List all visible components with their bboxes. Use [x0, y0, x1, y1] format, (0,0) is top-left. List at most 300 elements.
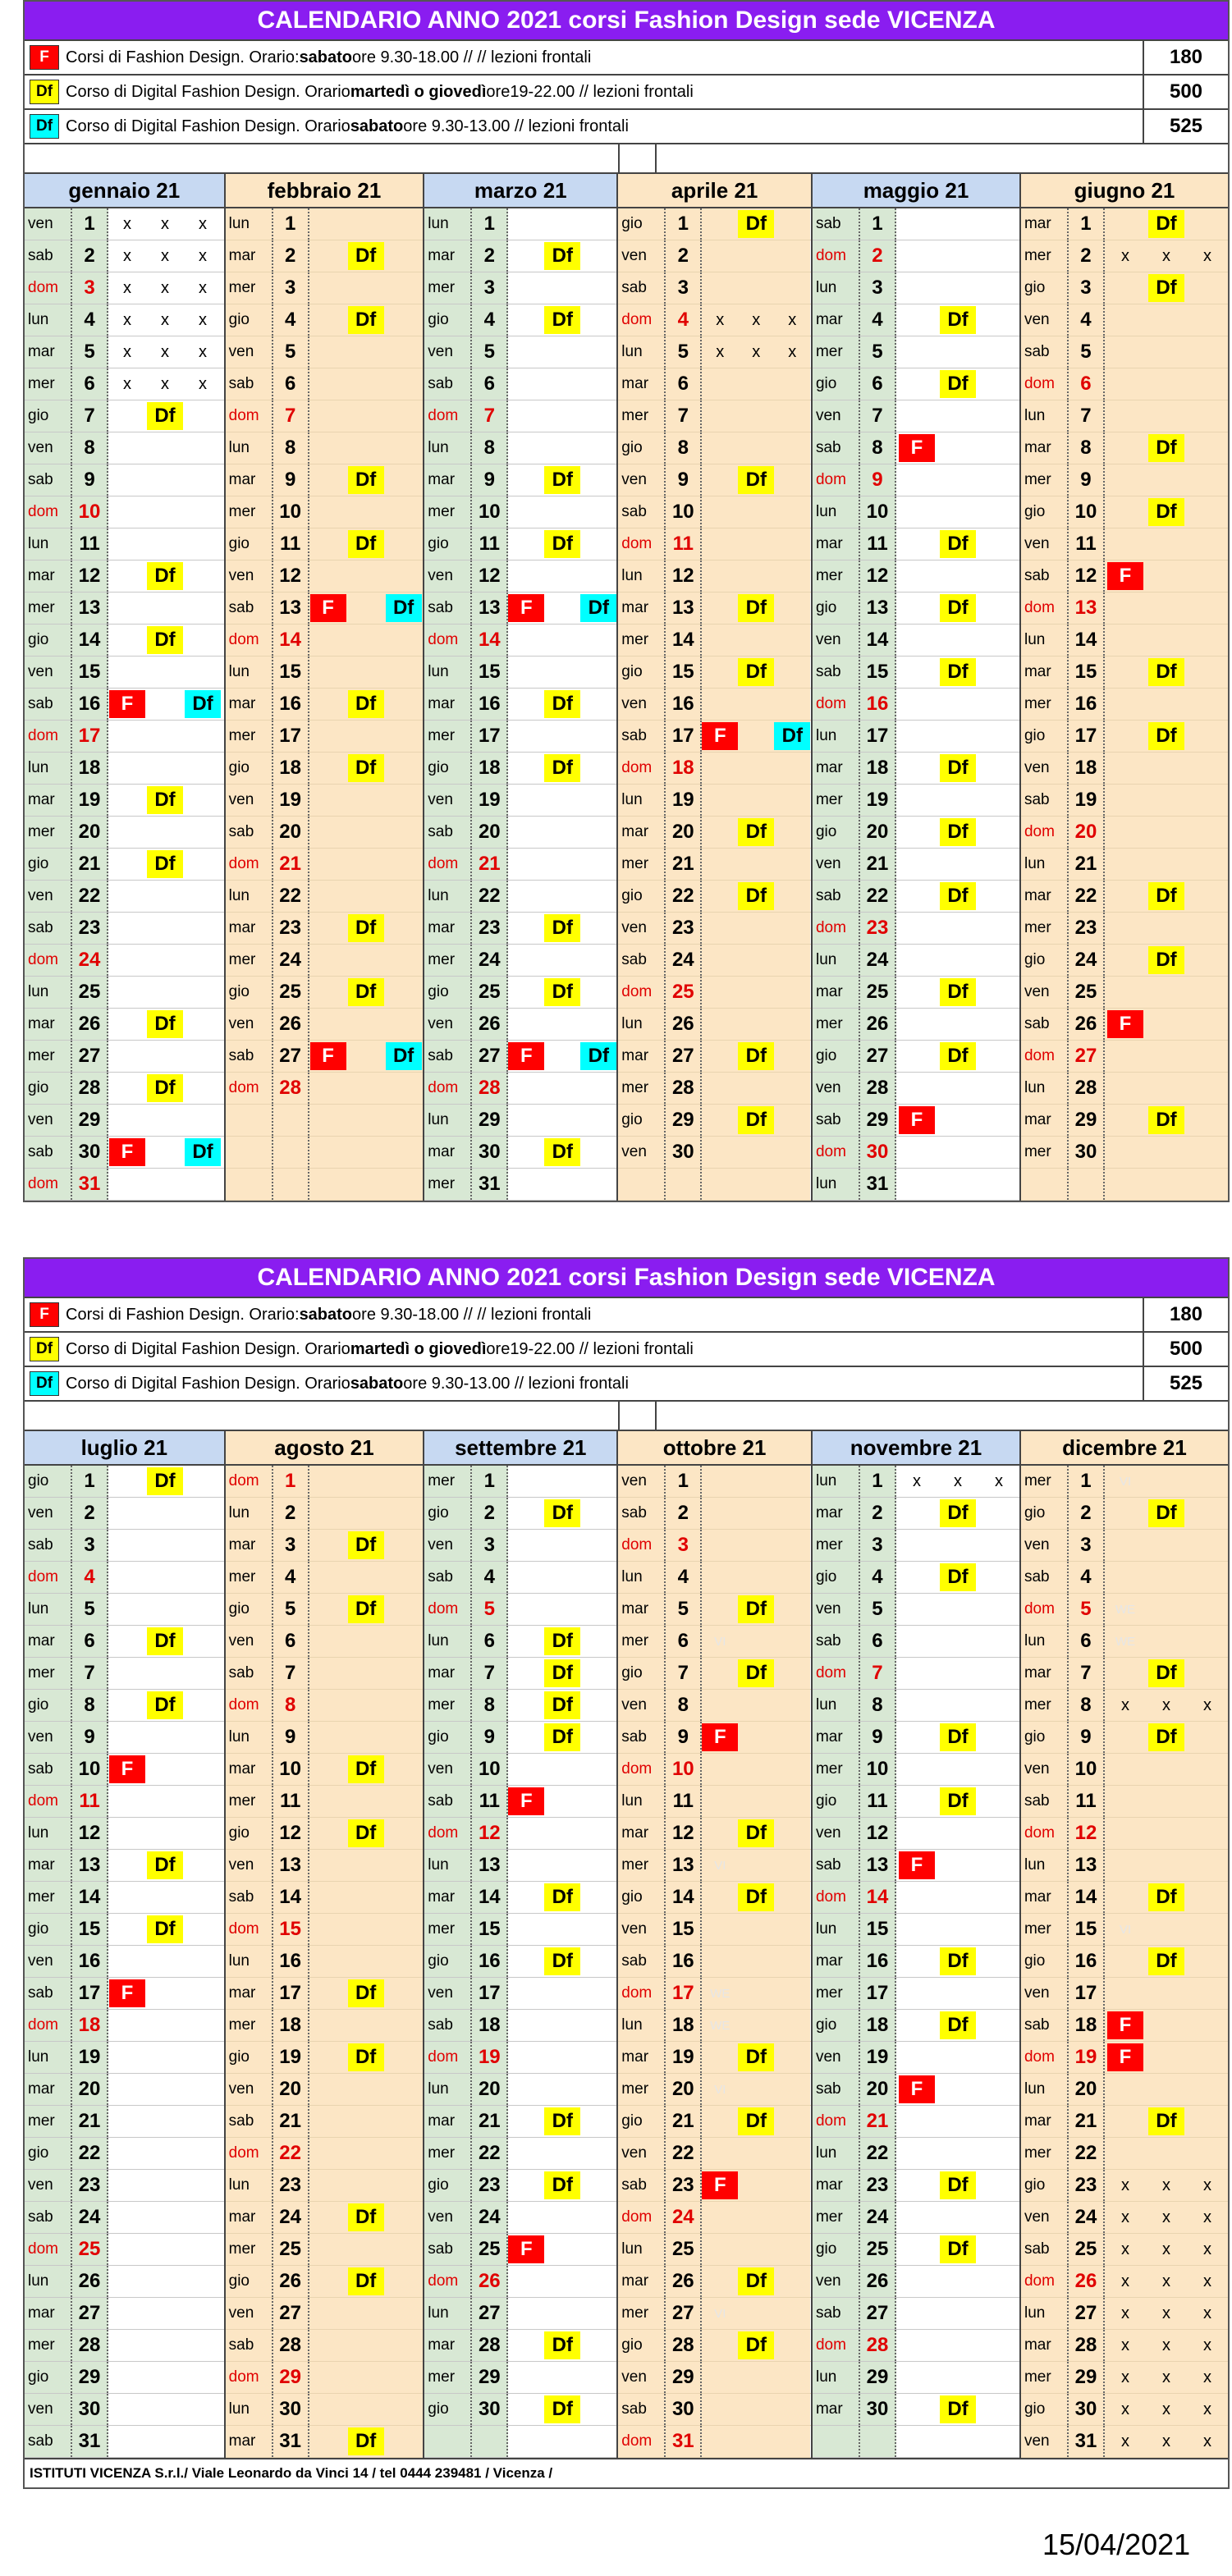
- cell-dfc: [774, 2106, 810, 2137]
- day-row: [424, 1466, 616, 1498]
- weekday: sab: [813, 881, 859, 912]
- weekday: gio: [618, 1105, 664, 1136]
- day-row: [813, 2170, 1019, 2202]
- cell-dfc: [978, 304, 1019, 336]
- weekday: lun: [1021, 2074, 1067, 2105]
- day-number: 28: [664, 2330, 702, 2361]
- cell-df: [146, 2170, 184, 2201]
- cell-f: [702, 1818, 738, 1849]
- closed-mark: x: [123, 246, 131, 265]
- day-row: [226, 1978, 424, 2010]
- cell-df: [544, 2362, 580, 2393]
- cell-dfc: [774, 1562, 810, 1593]
- course-tag-df: Df: [544, 1723, 580, 1751]
- cell-f: [702, 1850, 738, 1881]
- day-number: 24: [1067, 2202, 1105, 2233]
- weekday: mar: [1021, 1882, 1067, 1913]
- cell-dfc: [978, 528, 1019, 560]
- cell-dfc: [184, 2138, 222, 2169]
- cell-df: [544, 1626, 580, 1657]
- cell-f: [702, 528, 738, 560]
- day-row: [1021, 2106, 1228, 2138]
- day-row: [1021, 368, 1228, 400]
- day-row: [618, 1978, 811, 2010]
- cell-df: [544, 945, 580, 976]
- cell-f: [896, 817, 937, 848]
- cell-df: [146, 400, 184, 432]
- cell-df: [544, 1530, 580, 1561]
- day-row: [618, 913, 811, 945]
- cell-dfc: [1187, 1850, 1228, 1881]
- day-number: 29: [1067, 2362, 1105, 2393]
- cell-df: [146, 1009, 184, 1040]
- cell-df: [937, 785, 978, 816]
- course-tag-df: Df: [147, 1074, 183, 1102]
- cell-dfc: [978, 1137, 1019, 1168]
- cell-f: [702, 368, 738, 400]
- weekday: lun: [1021, 625, 1067, 656]
- day-number: 31: [1067, 2426, 1105, 2457]
- course-tag-df: Df: [940, 306, 976, 334]
- day-number: 8: [1067, 1690, 1105, 1721]
- day-number: 29: [664, 1105, 702, 1136]
- weekday: [226, 1137, 272, 1168]
- day-row: [226, 464, 424, 496]
- course-tag-df: Df: [1148, 274, 1184, 302]
- weekday: ven: [813, 1594, 859, 1625]
- closed-mark: x: [199, 310, 207, 329]
- cell-dfc: [774, 1009, 810, 1040]
- day-number: 3: [859, 1530, 896, 1561]
- cell-dfc: [978, 1562, 1019, 1593]
- month-header: agosto 21: [226, 1431, 424, 1466]
- print-date: 15/04/2021: [1042, 2528, 1191, 2561]
- day-number: 22: [664, 881, 702, 912]
- weekday: sab: [1021, 1009, 1067, 1040]
- cell-df: [347, 1530, 385, 1561]
- weekday: mer: [226, 272, 272, 304]
- day-number: 23: [470, 913, 508, 944]
- day-row: [813, 208, 1019, 240]
- cell-f: [1105, 1594, 1146, 1625]
- closed-mark: x: [123, 310, 131, 329]
- legend-text-part: Corsi di Fashion Design. Orario:: [66, 1305, 300, 1324]
- weekday: mer: [1021, 464, 1067, 496]
- day-number: 21: [272, 2106, 309, 2137]
- cell-dfc: [184, 560, 222, 592]
- course-tag-df: Df: [544, 466, 580, 494]
- day-row: [25, 977, 224, 1009]
- cell-df: [146, 1498, 184, 1529]
- month-column: [811, 1431, 1019, 2458]
- day-number: 2: [71, 240, 108, 272]
- day-number: 22: [71, 2138, 108, 2169]
- closed-mark: x: [1120, 2400, 1129, 2418]
- weekday: mer: [226, 945, 272, 976]
- course-tag-df: Df: [738, 2107, 774, 2135]
- cell-df: [1146, 1562, 1187, 1593]
- cell-f: [508, 464, 544, 496]
- weekday: ven: [813, 2266, 859, 2297]
- day-row: [618, 432, 811, 464]
- cell-dfc: [385, 2106, 423, 2137]
- cell-f: [108, 2330, 146, 2361]
- cell-df: [544, 2138, 580, 2169]
- cell-dfc: [1187, 2010, 1228, 2041]
- day-number: 16: [71, 689, 108, 720]
- cell-f: [702, 1009, 738, 1040]
- cell-dfc: [1187, 657, 1228, 688]
- day-number: 30: [1067, 2394, 1105, 2425]
- day-number: 8: [859, 432, 896, 464]
- day-row: [226, 1009, 424, 1041]
- course-tag-df: Df: [940, 1499, 976, 1527]
- cell-f: [896, 1169, 937, 1200]
- cell-dfc: [1187, 1818, 1228, 1849]
- day-row: [1021, 1498, 1228, 1530]
- cell-df: [937, 1594, 978, 1625]
- cell-df: [347, 1137, 385, 1168]
- day-row: [226, 2042, 424, 2074]
- course-tag-df: Df: [940, 2395, 976, 2423]
- day-row: [424, 1882, 616, 1914]
- day-number: 31: [71, 2426, 108, 2457]
- cell-df: [1146, 2010, 1187, 2041]
- legend-text-part: ore 9.30-18.00 // // lezioni frontali: [352, 1305, 592, 1324]
- cell-f: [1105, 593, 1146, 624]
- cell-df: [544, 1882, 580, 1913]
- weekday: mer: [813, 1754, 859, 1785]
- weekday: gio: [424, 1498, 470, 1529]
- cell-f: [309, 560, 347, 592]
- course-tag-f: F: [310, 1042, 346, 1070]
- cell-df: [146, 2106, 184, 2137]
- cell-dfc: [1187, 528, 1228, 560]
- cell-dfc: [1187, 464, 1228, 496]
- cell-dfc: [184, 1498, 222, 1529]
- cell-dfc: [580, 496, 616, 528]
- weekday: mer: [1021, 1466, 1067, 1497]
- cell-df: [347, 881, 385, 912]
- weekday: sab: [618, 1722, 664, 1753]
- cell-dfc: [184, 913, 222, 944]
- cell-f: [896, 2170, 937, 2201]
- cell-f: [1105, 432, 1146, 464]
- cell-dfc: [385, 721, 423, 752]
- cell-dfc: [774, 2394, 810, 2425]
- cell-f: [702, 2234, 738, 2265]
- cell-df: [347, 2106, 385, 2137]
- day-row: [226, 1850, 424, 1882]
- day-row: [424, 2010, 616, 2042]
- course-tag-df: Df: [940, 818, 976, 846]
- weekday: gio: [226, 2266, 272, 2297]
- day-number: 5: [664, 1594, 702, 1625]
- cell-dfc: [184, 945, 222, 976]
- course-tag-df: Df: [940, 1947, 976, 1975]
- cell-f: [1105, 2266, 1146, 2297]
- cell-df: [146, 689, 184, 720]
- cell-dfc: [580, 528, 616, 560]
- day-row: [226, 2010, 424, 2042]
- course-tag-df: Df: [1148, 1106, 1184, 1134]
- cell-dfc: [184, 528, 222, 560]
- day-number: 1: [470, 1466, 508, 1497]
- cell-dfc: [580, 945, 616, 976]
- month-header: luglio 21: [25, 1431, 224, 1466]
- cell-df: [347, 2170, 385, 2201]
- course-tag-df: Df: [1148, 2107, 1184, 2135]
- day-number: 15: [272, 1914, 309, 1945]
- course-tag-df: Df: [544, 1499, 580, 1527]
- day-number: 23: [272, 913, 309, 944]
- cell-f: [702, 2170, 738, 2201]
- day-row: [226, 1754, 424, 1786]
- day-row: [1021, 689, 1228, 721]
- day-number: 5: [859, 1594, 896, 1625]
- cell-df: [146, 1754, 184, 1785]
- day-row: [1021, 2426, 1228, 2458]
- cell-f: [702, 1978, 738, 2009]
- weekday: mer: [424, 1466, 470, 1497]
- cell-dfc: [580, 1978, 616, 2009]
- day-row: [424, 304, 616, 336]
- cell-dfc: [1187, 432, 1228, 464]
- day-number: 27: [859, 2298, 896, 2329]
- day-number: 3: [1067, 272, 1105, 304]
- cell-df: [937, 2042, 978, 2073]
- course-tag-dfc: Df: [580, 1042, 616, 1070]
- course-tag-df: Df: [1148, 946, 1184, 974]
- weekday: gio: [618, 208, 664, 240]
- cell-dfc: [385, 2042, 423, 2073]
- cell-df: [146, 913, 184, 944]
- month-column: [616, 174, 811, 1201]
- cell-dfc: [580, 1009, 616, 1040]
- weekday: gio: [1021, 496, 1067, 528]
- course-tag-f: F: [899, 1851, 935, 1879]
- cell-df: [1146, 2106, 1187, 2137]
- cell-df: [738, 2202, 774, 2233]
- course-tag-f: F: [109, 1755, 145, 1783]
- cell-df: [544, 593, 580, 624]
- day-row: [618, 1594, 811, 1626]
- day-number: 13: [859, 1850, 896, 1881]
- cell-df: [544, 2266, 580, 2297]
- day-row: [1021, 1658, 1228, 1690]
- day-row: [226, 817, 424, 849]
- cell-f: [1105, 1754, 1146, 1785]
- cell-f: [896, 2010, 937, 2041]
- day-row: [226, 2330, 424, 2362]
- cell-df: [347, 240, 385, 272]
- day-row: [813, 689, 1019, 721]
- day-row: [618, 1818, 811, 1850]
- cell-dfc: [978, 913, 1019, 944]
- day-row: [1021, 1754, 1228, 1786]
- weekday: mer: [424, 2138, 470, 2169]
- cell-dfc: [580, 1946, 616, 1977]
- cell-df: [1146, 657, 1187, 688]
- closed-mark: x: [161, 246, 169, 265]
- day-number: 17: [664, 1978, 702, 2009]
- day-number: 20: [71, 2074, 108, 2105]
- day-number: 4: [71, 1562, 108, 1593]
- cell-f: [896, 2394, 937, 2425]
- day-row: [1021, 817, 1228, 849]
- cell-f: [702, 1137, 738, 1168]
- cell-dfc: [385, 368, 423, 400]
- day-number: 10: [664, 496, 702, 528]
- cell-f: [1105, 368, 1146, 400]
- legend-code: Df: [30, 80, 59, 104]
- weekday: mer: [424, 1690, 470, 1721]
- day-row: [813, 1073, 1019, 1105]
- day-number: 16: [664, 689, 702, 720]
- weekday: mer: [1021, 240, 1067, 272]
- cell-f: [1105, 1009, 1146, 1040]
- course-tag-df: Df: [147, 1915, 183, 1943]
- weekday: sab: [1021, 2010, 1067, 2041]
- closed-mark: x: [199, 246, 207, 265]
- closed-mark: x: [716, 342, 725, 361]
- day-number: 1: [664, 1466, 702, 1497]
- course-tag-f: F: [899, 434, 935, 462]
- day-number: 6: [859, 368, 896, 400]
- cell-df: [1146, 1530, 1187, 1561]
- day-row: [424, 625, 616, 657]
- cell-dfc: [774, 496, 810, 528]
- cell-f: [508, 1137, 544, 1168]
- day-row: [813, 528, 1019, 560]
- day-row: [1021, 2298, 1228, 2330]
- cell-f: [108, 1009, 146, 1040]
- day-number: 7: [272, 400, 309, 432]
- cell-df: [347, 2298, 385, 2329]
- cell-f: [1105, 1498, 1146, 1529]
- day-number: 30: [1067, 1137, 1105, 1168]
- cell-df: [544, 1009, 580, 1040]
- day-row: [618, 1850, 811, 1882]
- day-number: 6: [272, 1626, 309, 1657]
- cell-dfc: [184, 2106, 222, 2137]
- cell-df: [937, 881, 978, 912]
- cell-dfc: [774, 528, 810, 560]
- day-row: [813, 432, 1019, 464]
- day-number: 19: [1067, 2042, 1105, 2073]
- cell-f: [896, 2202, 937, 2233]
- cell-dfc: [1187, 721, 1228, 752]
- weekday: dom: [618, 977, 664, 1008]
- cell-df: [738, 1498, 774, 1529]
- closed-mark: x: [752, 310, 761, 329]
- legend-text-part: Corsi di Fashion Design. Orario:: [66, 48, 300, 66]
- cell-f: [309, 2170, 347, 2201]
- cell-f: [702, 240, 738, 272]
- cell-f: [1105, 2330, 1146, 2361]
- day-number: 15: [1067, 1914, 1105, 1945]
- weekday: sab: [618, 272, 664, 304]
- weekday: [618, 1169, 664, 1200]
- cell-f: [108, 528, 146, 560]
- cell-dfc: [184, 881, 222, 912]
- cell-dfc: [580, 1850, 616, 1881]
- day-number: 21: [1067, 2106, 1105, 2137]
- day-row: [618, 753, 811, 785]
- cell-dfc: [1187, 977, 1228, 1008]
- cell-f: [108, 657, 146, 688]
- weekday: sab: [618, 2170, 664, 2201]
- day-number: 18: [1067, 753, 1105, 784]
- day-number: 10: [71, 496, 108, 528]
- cell-f: [896, 1658, 937, 1689]
- cell-df: [347, 913, 385, 944]
- weekday: mer: [226, 2010, 272, 2041]
- cell-f: [508, 2426, 544, 2457]
- cell-f: [1105, 2298, 1146, 2329]
- weekday: sab: [813, 432, 859, 464]
- cell-f: [1105, 1169, 1146, 1200]
- cell-df: [544, 1754, 580, 1785]
- cell-df: [1146, 496, 1187, 528]
- cell-f: [309, 2298, 347, 2329]
- weekday: sab: [618, 496, 664, 528]
- day-row: [618, 1946, 811, 1978]
- closed-mark: x: [1120, 2272, 1129, 2290]
- closed-mark: x: [1202, 2368, 1211, 2386]
- day-number: 10: [1067, 1754, 1105, 1785]
- weekday: sab: [25, 689, 71, 720]
- cell-df: [1146, 689, 1187, 720]
- weekday: dom: [226, 1914, 272, 1945]
- cell-f: [108, 2138, 146, 2169]
- cell-df: [1146, 1169, 1187, 1200]
- day-number: 12: [859, 560, 896, 592]
- cell-f: [702, 2202, 738, 2233]
- cell-df: [146, 368, 184, 400]
- cell-f: [896, 753, 937, 784]
- legend-text-part: sabato: [299, 48, 353, 66]
- cell-df: [937, 1754, 978, 1785]
- cell-dfc: [978, 1818, 1019, 1849]
- weekday: ven: [1021, 1754, 1067, 1785]
- day-number: 25: [859, 977, 896, 1008]
- cell-f: [108, 849, 146, 880]
- cell-df: [738, 1882, 774, 1913]
- weekday: gio: [618, 881, 664, 912]
- cell-df: [146, 1786, 184, 1817]
- cell-df: [1146, 1041, 1187, 1072]
- cell-f: [108, 2042, 146, 2073]
- cell-dfc: [184, 2298, 222, 2329]
- day-row: [813, 1754, 1019, 1786]
- cell-dfc: [1187, 1009, 1228, 1040]
- day-row: [25, 1562, 224, 1594]
- cell-f: [309, 1882, 347, 1913]
- day-number: 7: [71, 1658, 108, 1689]
- cell-df: [1146, 2042, 1187, 2073]
- cell-df: [937, 689, 978, 720]
- cell-f: [108, 1690, 146, 1721]
- weekday: mar: [424, 913, 470, 944]
- cell-df: [738, 625, 774, 656]
- cell-f: [508, 1850, 544, 1881]
- cell-df: [1146, 753, 1187, 784]
- cell-df: [347, 368, 385, 400]
- cell-dfc: [184, 1754, 222, 1785]
- cell-df: [1146, 721, 1187, 752]
- day-number: 16: [664, 1946, 702, 1977]
